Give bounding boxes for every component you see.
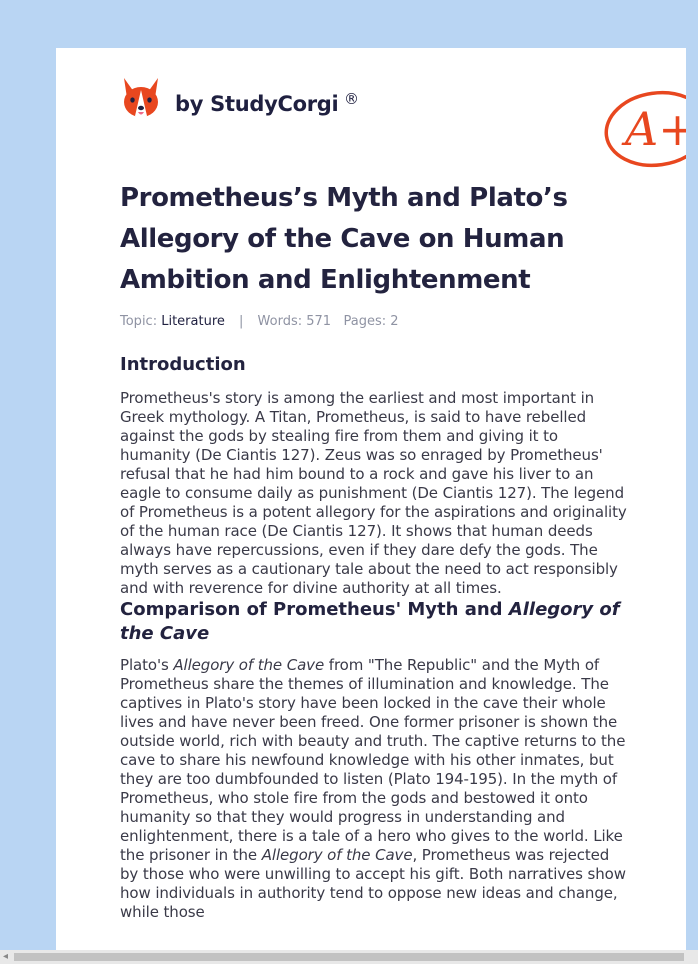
comparison-text-1: Plato's — [120, 656, 174, 674]
comparison-text-2: from "The Republic" and the Myth of Prometheus share the themes of illumination and knowledge. The captives in Plato's story have been locked in the cave their whole lives and have never been freed. One former prisoner is shown the outside world, rich with beauty and truth. The captive returns to the cave to share his newfound knowledge with his other inmates, but they are too dumbfounded to listen (Plato 194-195). In the myth of Prometheus, who stole fire from the gods and bestowed it onto humanity so that they would progress in understanding and enlightenment, there is a tale of a hero who gives to the world. Like the prisoner in the — [120, 656, 626, 864]
topic-label: Topic: — [120, 314, 158, 329]
comparison-italic-1: Allegory of the Cave — [173, 656, 325, 674]
brand-name[interactable]: by StudyCorgi — [175, 92, 339, 116]
topic-link[interactable]: Literature — [161, 314, 225, 329]
page-count: Pages: 2 — [343, 314, 399, 329]
comparison-italic-2: Allegory of the Cave — [261, 846, 413, 864]
comparison-text-3: , Prometheus was rejected by those who were unwilling to accept his gift. Both narratives show how individuals in authority tend to oppose new ideas and change, while those — [120, 846, 626, 921]
comparison-paragraph — [120, 656, 632, 922]
intro-heading: Introduction — [120, 354, 246, 375]
grade-text: A+ — [625, 102, 697, 156]
comparison-heading — [120, 598, 632, 646]
meta-separator: | — [239, 314, 244, 329]
article-meta — [120, 314, 632, 332]
header — [120, 76, 697, 156]
article — [120, 178, 632, 922]
comparison-heading-italic: Allegory of the Cave — [120, 599, 620, 644]
scroll-thumb[interactable] — [14, 953, 684, 961]
document-page — [56, 48, 697, 964]
intro-paragraph: Prometheus's story is among the earliest and most important in Greek mythology. A Titan, Prometheus, is said to have rebelled against the gods by stealing fire from them and giving it to humanity (De Ciantis 127). Zeus was so enraged by Prometheus' refusal that he had him bound to a rock and gave his liver to an eagle to consume daily as punishment (De Ciantis 127). The legend of Prometheus is a potent allegory for the aspirations and originality of the human race (De Ciantis 127). It shows that human deeds always have repercussions, even if they dare defy the gods. The myth serves as a cautionary tale about the need to act responsibly and with reverence for divine authority at all times. — [120, 389, 627, 597]
word-count: Words: 571 — [257, 314, 332, 329]
registered-mark: ® — [344, 90, 359, 108]
horizontal-scrollbar[interactable] — [0, 950, 698, 964]
scroll-left-arrow-icon[interactable]: ◂ — [3, 951, 9, 962]
grade-a-plus-icon — [603, 89, 697, 169]
comparison-heading-text: Comparison of Prometheus' Myth and — [120, 599, 509, 620]
corgi-logo-icon[interactable] — [120, 76, 162, 120]
page-title: Prometheus’s Myth and Plato’s Allegory of the Cave on Human Ambition and Enlightenment — [120, 183, 568, 295]
